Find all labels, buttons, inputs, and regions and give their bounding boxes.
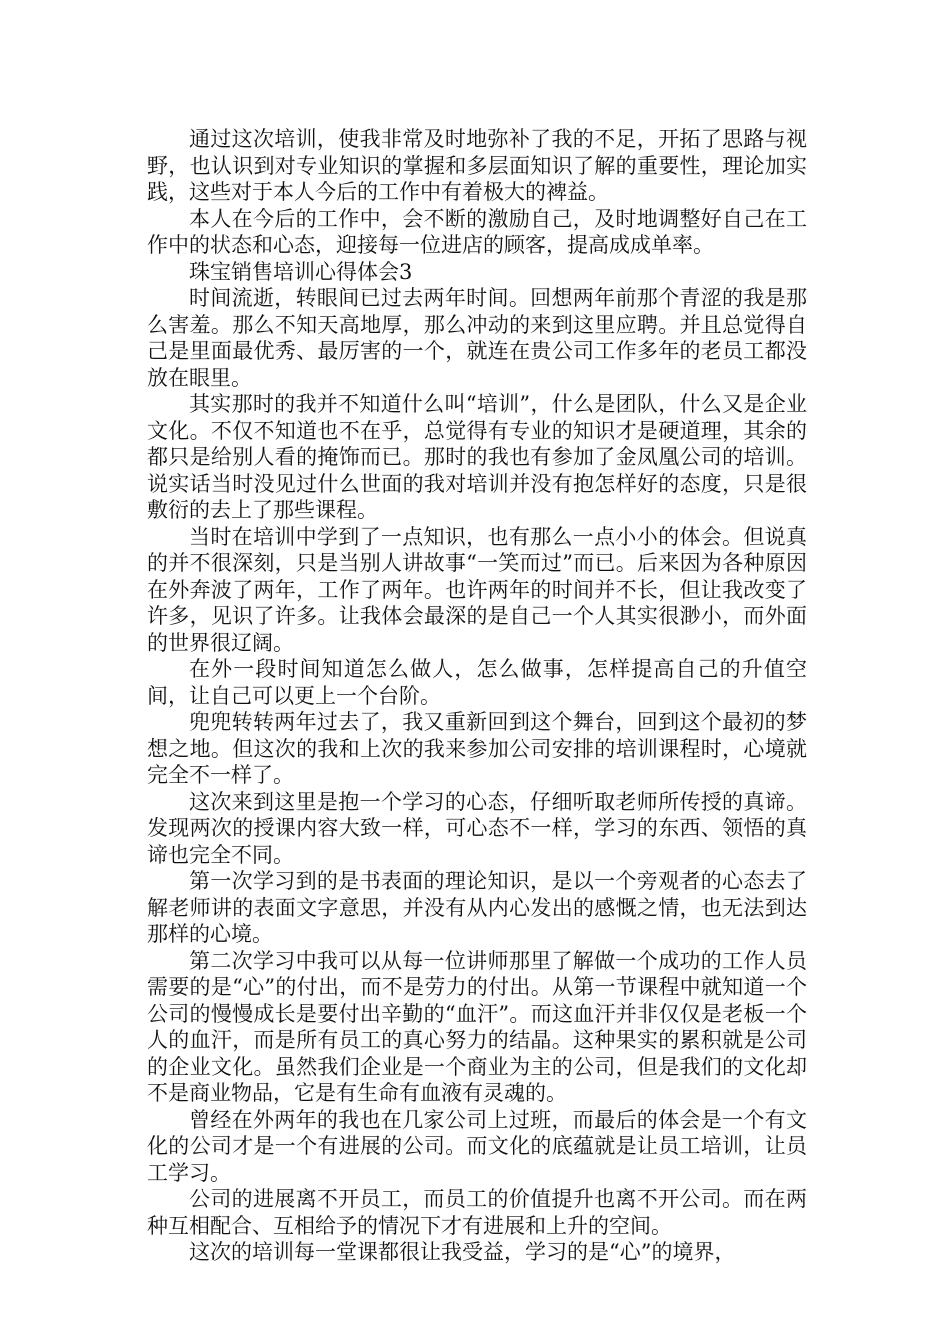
paragraph: 公司的进展离不开员工，而员工的价值提升也离不开公司。而在两种互相配合、互相给予的情况下才有进展和上升的空间。: [147, 1187, 807, 1238]
paragraph: 第二次学习中我可以从每一位讲师那里了解做一个成功的工作人员需要的是“心”的付出，而不是劳力的付出。从第一节课程中就知道一个公司的慢慢成长是要付出辛勤的“血汗”。而这血汗并非仅仅是老板一个人的血汗，而是所有员工的真心努力的结晶。这种果实的累积就是公司的企业文化。虽然我们企业是一个商业为主的公司，但是我们的文化却不是商业物品，它是有生命有血液有灵魂的。: [147, 948, 807, 1105]
paragraph: 第一次学习到的是书表面的理论知识，是以一个旁观者的心态去了解老师讲的表面文字意思，并没有从内心发出的感慨之情，也无法到达那样的心境。: [147, 869, 807, 946]
section-heading: 珠宝销售培训心得体会3: [189, 259, 413, 284]
paragraph: 当时在培训中学到了一点知识，也有那么一点小小的体会。但说真的并不很深刻，只是当别人讲故事“一笑而过”而已。后来因为各种原因在外奔波了两年，工作了两年。也许两年的时间并不长，但让我改变了许多，见识了许多。让我体会最深的是自己一个人其实很渺小，而外面的世界很辽阔。: [147, 524, 807, 655]
paragraph: 时间流逝，转眼间已过去两年时间。回想两年前那个青涩的我是那么害羞。那么不知天高地厚，那么冲动的来到这里应聘。并且总觉得自己是里面最优秀、最厉害的一个，就连在贵公司工作多年的老员工都没放在眼里。: [147, 286, 807, 390]
paragraph: 这次的培训每一堂课都很让我受益，学习的是“心”的境界，: [189, 1240, 736, 1264]
paragraph: 通过这次培训，使我非常及时地弥补了我的不足，开拓了思路与视野，也认识到对专业知识的掌握和多层面知识了解的重要性，理论加实践，这些对于本人今后的工作中有着极大的裨益。: [147, 127, 807, 204]
paragraph: 曾经在外两年的我也在几家公司上过班，而最后的体会是一个有文化的公司才是一个有进展的公司。而文化的底蕴就是让员工培训，让员工学习。: [147, 1107, 807, 1185]
paragraph: 在外一段时间知道怎么做人，怎么做事，怎样提高自己的升值空间，让自己可以更上一个台阶。: [147, 657, 807, 708]
paragraph: 这次来到这里是抱一个学习的心态，仔细听取老师所传授的真谛。发现两次的授课内容大致一样，可心态不一样，学习的东西、领悟的真谛也完全不同。: [147, 789, 807, 867]
paragraph: 兜兜转转两年过去了，我又重新回到这个舞台，回到这个最初的梦想之地。但这次的我和上次的我来参加公司安排的培训课程时，心境就完全不一样了。: [147, 710, 807, 787]
paragraph: 其实那时的我并不知道什么叫“培训”，什么是团队，什么又是企业文化。不仅不知道也不在乎，总觉得有专业的知识才是硬道理，其余的都只是给别人看的掩饰而已。那时的我也有参加了金凤凰公司的培训。说实话当时没见过什么世面的我对培训并没有抱怎样好的态度，只是很敷衍的去上了那些课程。: [147, 392, 807, 522]
paragraph: 本人在今后的工作中，会不断的激励自己，及时地调整好自己在工作中的状态和心态，迎接每一位进店的顾客，提高成成单率。: [147, 206, 807, 257]
document-body: [147, 126, 807, 1266]
